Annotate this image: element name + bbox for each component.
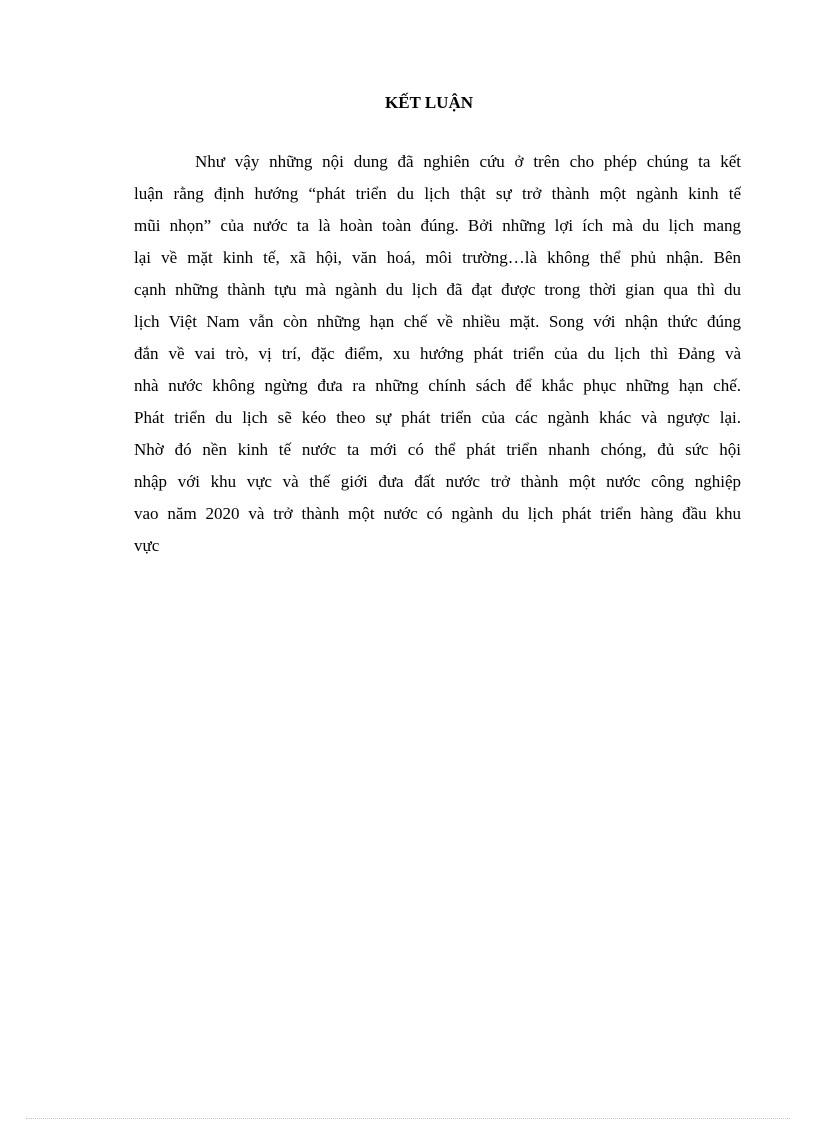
- paragraph-line: nhập với khu vực và thế giới đưa đất nước trở thành một nước công nghiệp: [134, 472, 741, 491]
- paragraph-line: lịch Việt Nam vẫn còn những hạn chế về nhiều mặt. Song với nhận thức đúng: [134, 312, 741, 331]
- paragraph-line: Nhờ đó nền kinh tế nước ta mới có thể phát triển nhanh chóng, đủ sức hội: [134, 440, 741, 459]
- paragraph-line: đắn về vai trò, vị trí, đặc điểm, xu hướng phát triển của du lịch thì Đảng và: [134, 344, 741, 363]
- paragraph-line: Phát triển du lịch sẽ kéo theo sự phát triển của các ngành khác và ngược lại.: [134, 408, 741, 427]
- paragraph-line: lại về mặt kinh tế, xã hội, văn hoá, môi trường…là không thể phủ nhận. Bên: [134, 248, 741, 267]
- paragraph-line: luận rằng định hướng “phát triển du lịch thật sự trở thành một ngành kinh tế: [134, 184, 741, 203]
- paragraph-line: mũi nhọn” của nước ta là hoàn toàn đúng. Bởi những lợi ích mà du lịch mang: [134, 216, 741, 235]
- paragraph-line-last: vực: [134, 536, 160, 555]
- paragraph-line: nhà nước không ngừng đưa ra những chính sách để khắc phục những hạn chế.: [134, 376, 741, 395]
- paragraph-line: vao năm 2020 và trở thành một nước có ngành du lịch phát triển hàng đầu khu: [134, 504, 741, 523]
- footer-dotted-rule: [26, 1118, 790, 1119]
- page-title: KẾT LUẬN: [384, 93, 473, 112]
- paragraph-line: Như vậy những nội dung đã nghiên cứu ở trên cho phép chúng ta kết: [195, 152, 741, 171]
- paragraph-line: cạnh những thành tựu mà ngành du lịch đã đạt được trong thời gian qua thì du: [134, 280, 741, 299]
